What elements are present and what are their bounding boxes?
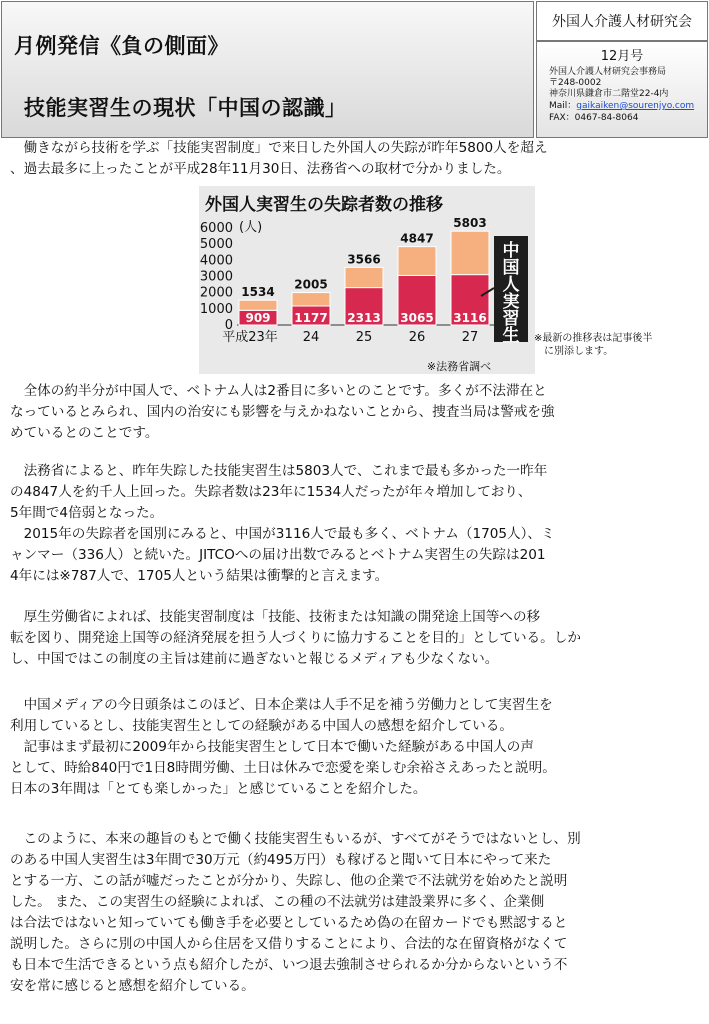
bar-value-china: 3116 bbox=[453, 311, 487, 325]
callout-char: 習 bbox=[502, 309, 520, 329]
callout-char: 実 bbox=[502, 292, 520, 312]
chart-unit-label: (人) bbox=[239, 220, 263, 235]
org-name: 外国人介護人材研究会 bbox=[552, 14, 692, 30]
org-info-box bbox=[536, 41, 708, 138]
bar-other bbox=[239, 300, 277, 310]
callout-char: 人 bbox=[502, 275, 520, 295]
org-name-box bbox=[536, 1, 708, 41]
y-tick-label: 4000 bbox=[199, 253, 233, 269]
y-tick-label: 1000 bbox=[199, 301, 233, 317]
bar-value-china: 1177 bbox=[294, 311, 328, 325]
y-tick-label: 0 bbox=[224, 318, 233, 333]
org-office: 外国人介護人材研究会事務局 bbox=[549, 67, 667, 77]
chart-note bbox=[534, 332, 652, 358]
header-title-box bbox=[1, 1, 534, 138]
y-tick-label: 5000 bbox=[199, 237, 233, 253]
paragraph-6: このように、本来の趣旨のもとで働く技能実習生もいるが、すべてがそうではないとし、別 のある中国人実習生は3年間で30万元（約495万円）も稼げると聞いて日本にやって来た とする一方、この話が嘘だったことが分かり、失踪し、他の企業で不法就労を始めたと説明 した。 また、この実習生の経験によれば、この種の不法就労は建設業界に多く、企業側 は合法ではないと知っていても働き手を必要としているため偽の在留カードでも黙認すると 説明した。さらに別の中国人から住居を又借りすることにより、合法的な在留資格がなくて も日本で生活できるという点も紹介したが、いつ退去強制させられるか分からないという不 安を常に感じると感想を紹介している。 bbox=[10, 831, 581, 994]
mail-row bbox=[549, 101, 694, 112]
bar-other bbox=[451, 231, 489, 274]
x-tick-label: 25 bbox=[355, 330, 373, 345]
bar-value-total: 5803 bbox=[453, 216, 487, 231]
address: 神奈川県鎌倉市二階堂22-4内 bbox=[549, 89, 669, 99]
postal-code: 〒248-0002 bbox=[549, 78, 602, 88]
paragraph-3: 法務省によると、昨年失踪した技能実習生は5803人で、これまで最も多かった一昨年 の4847人を約千人上回った。失踪者数は23年に1534人だったが年々増加しており、 5年間で4倍弱となった。 2015年の失踪者を国別にみると、中国が3116人で最も多く、ベトナム（1705人）、ミ ャンマー（336人）と続いた。JITCOへの届け出数でみるとベトナム実習生の失踪は201 4年には※787人で、1705人という結果は衝撃的と言えます。 bbox=[10, 463, 555, 584]
mail-label: Mail： bbox=[549, 101, 577, 111]
bar-value-total: 3566 bbox=[347, 252, 381, 267]
x-tick-label: 27 bbox=[461, 330, 479, 345]
bar-value-china: 2313 bbox=[347, 311, 381, 325]
callout-char: 生 bbox=[502, 326, 520, 346]
bar-chart bbox=[199, 186, 535, 374]
fax: FAX：0467-84-8064 bbox=[549, 113, 639, 123]
header-subtitle: 技能実習生の現状「中国の認識」 bbox=[24, 96, 347, 120]
bar-value-china: 3065 bbox=[400, 311, 434, 325]
paragraph-1: 働きながら技術を学ぶ「技能実習制度」で来日した外国人の失踪が昨年5800人を超え 、過去最多に上ったことが平成28年11月30日、法務省への取材で分かりました。 bbox=[10, 140, 548, 177]
paragraph-2: 全体の約半分が中国人で、ベトナム人は2番目に多いとのことです。多くが不法滞在と なっているとみられ、国内の治安にも影響を与えかねないことから、捜査当局は警戒を強 めているとのことです。 bbox=[10, 383, 555, 441]
chart-title: 外国人実習生の失踪者数の推移 bbox=[205, 195, 443, 215]
header-title: 月例発信《負の側面》 bbox=[14, 34, 229, 58]
bar-other bbox=[345, 267, 383, 287]
callout-char: 国 bbox=[502, 258, 520, 278]
callout-char: 中 bbox=[502, 241, 520, 261]
y-tick-label: 3000 bbox=[199, 269, 233, 285]
bar-value-total: 2005 bbox=[294, 277, 328, 292]
y-axis bbox=[200, 221, 233, 333]
bar-value-total: 1534 bbox=[241, 285, 275, 300]
paragraph-5: 中国メディアの今日頭条はこのほど、日本企業は人手不足を補う労働力として実習生を 利用しているとし、技能実習生としての経験がある中国人の感想を紹介している。 記事はまず最初に2009年から技能実習生として日本で働いた経験がある中国人の声 として、時給840円で1日8時間労働、土日は休みで恋愛を楽しむ余裕さえあったと説明。 日本の3年間は「とても楽しかった」と感じていることを紹介した。 bbox=[10, 697, 556, 797]
paragraph-4: 厚生労働省によれば、技能実習制度は「技能、技術または知識の開発途上国等への移 転を図り、開発途上国等の経済発展を担う人づくりに協力することを目的」としている。しか し、中国ではこの制度の主旨は建前に過ぎないと報じるメディアも少なくない。 bbox=[10, 609, 581, 667]
chart-source: ※法務省調べ bbox=[426, 360, 492, 373]
x-tick-label: 26 bbox=[408, 330, 426, 345]
y-tick-label: 2000 bbox=[199, 285, 233, 301]
bar-value-total: 4847 bbox=[400, 231, 434, 246]
bar-value-china: 909 bbox=[245, 311, 271, 325]
y-tick-label: 6000 bbox=[199, 221, 233, 236]
issue-month: 12月号 bbox=[600, 49, 644, 64]
bar-other bbox=[292, 293, 330, 306]
mail-link[interactable]: gaikaiken@sourenjyo.com bbox=[576, 101, 695, 111]
callout-label bbox=[503, 240, 520, 346]
x-tick-label: 平成23年 bbox=[222, 330, 278, 345]
chart-note-text: ※最新の推移表は記事後半 に別添します。 bbox=[534, 333, 653, 357]
x-tick-label: 24 bbox=[302, 330, 320, 345]
bar-other bbox=[398, 247, 436, 276]
